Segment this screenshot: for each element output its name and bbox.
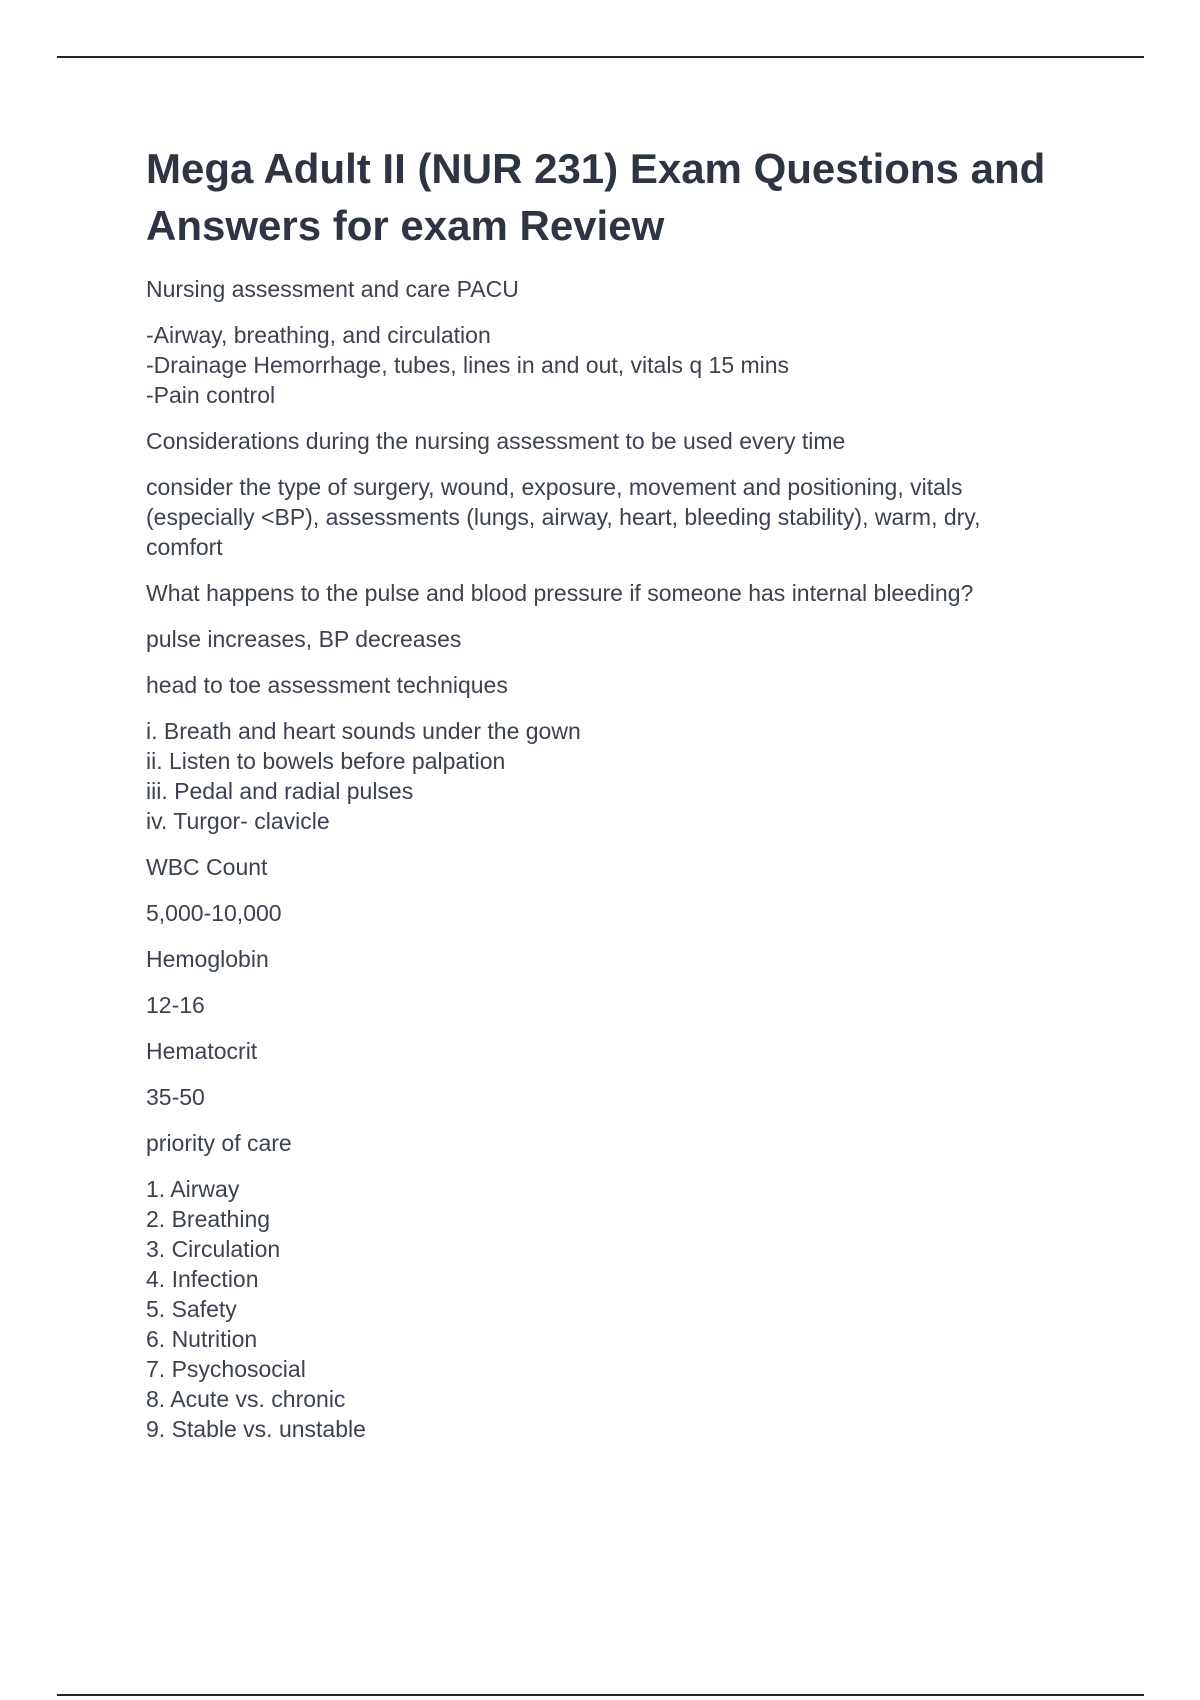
text-line: 12-16 <box>146 992 205 1018</box>
text-line: Considerations during the nursing assessment to be used every time <box>146 428 846 454</box>
answer-pacu <box>146 320 1046 410</box>
text-line: i. Breath and heart sounds under the gown <box>146 718 581 744</box>
text-line: What happens to the pulse and blood pressure if someone has internal bleeding? <box>146 580 974 606</box>
text-line: 5,000-10,000 <box>146 900 282 926</box>
text-line: 6. Nutrition <box>146 1326 258 1352</box>
text-line: -Drainage Hemorrhage, tubes, lines in and out, vitals q 15 mins <box>146 352 790 378</box>
text-line: 4. Infection <box>146 1266 259 1292</box>
text-line: ii. Listen to bowels before palpation <box>146 748 506 774</box>
answer-internal-bleeding <box>146 624 1046 654</box>
text-line: priority of care <box>146 1130 292 1156</box>
document-title: Mega Adult II (NUR 231) Exam Questions and Answers for exam Review <box>146 145 1046 249</box>
bottom-rule <box>57 1694 1144 1696</box>
question-wbc <box>146 852 1046 882</box>
text-line: -Pain control <box>146 382 276 408</box>
answer-hemoglobin <box>146 990 1046 1020</box>
text-line: Nursing assessment and care PACU <box>146 276 519 302</box>
question-hematocrit <box>146 1036 1046 1066</box>
text-line: Hemoglobin <box>146 946 269 972</box>
text-line: head to toe assessment techniques <box>146 672 508 698</box>
answer-priority <box>146 1174 1046 1444</box>
text-line: 3. Circulation <box>146 1236 281 1262</box>
text-line: WBC Count <box>146 854 268 880</box>
text-line: 9. Stable vs. unstable <box>146 1416 366 1442</box>
answer-head-to-toe <box>146 716 1046 836</box>
text-line: pulse increases, BP decreases <box>146 626 462 652</box>
text-line: 1. Airway <box>146 1176 240 1202</box>
question-priority <box>146 1128 1046 1158</box>
answer-wbc <box>146 898 1046 928</box>
text-line: consider the type of surgery, wound, exposure, movement and positioning, vitals (especially <BP), assessments (lungs, airway, heart, bleeding stability), warm, dry, comfort <box>146 474 981 560</box>
question-internal-bleeding <box>146 578 1046 608</box>
text-line: 2. Breathing <box>146 1206 271 1232</box>
text-line: 7. Psychosocial <box>146 1356 306 1382</box>
text-line: iv. Turgor- clavicle <box>146 808 330 834</box>
text-line: Hematocrit <box>146 1038 258 1064</box>
text-line: 5. Safety <box>146 1296 237 1322</box>
document-body <box>146 140 1046 1460</box>
top-rule <box>57 56 1144 58</box>
text-line: -Airway, breathing, and circulation <box>146 322 491 348</box>
text-line: 35-50 <box>146 1084 205 1110</box>
answer-considerations <box>146 472 1046 562</box>
question-hemoglobin <box>146 944 1046 974</box>
question-considerations <box>146 426 1046 456</box>
question-head-to-toe <box>146 670 1046 700</box>
question-pacu <box>146 274 1046 304</box>
text-line: 8. Acute vs. chronic <box>146 1386 346 1412</box>
answer-hematocrit <box>146 1082 1046 1112</box>
text-line: iii. Pedal and radial pulses <box>146 778 414 804</box>
